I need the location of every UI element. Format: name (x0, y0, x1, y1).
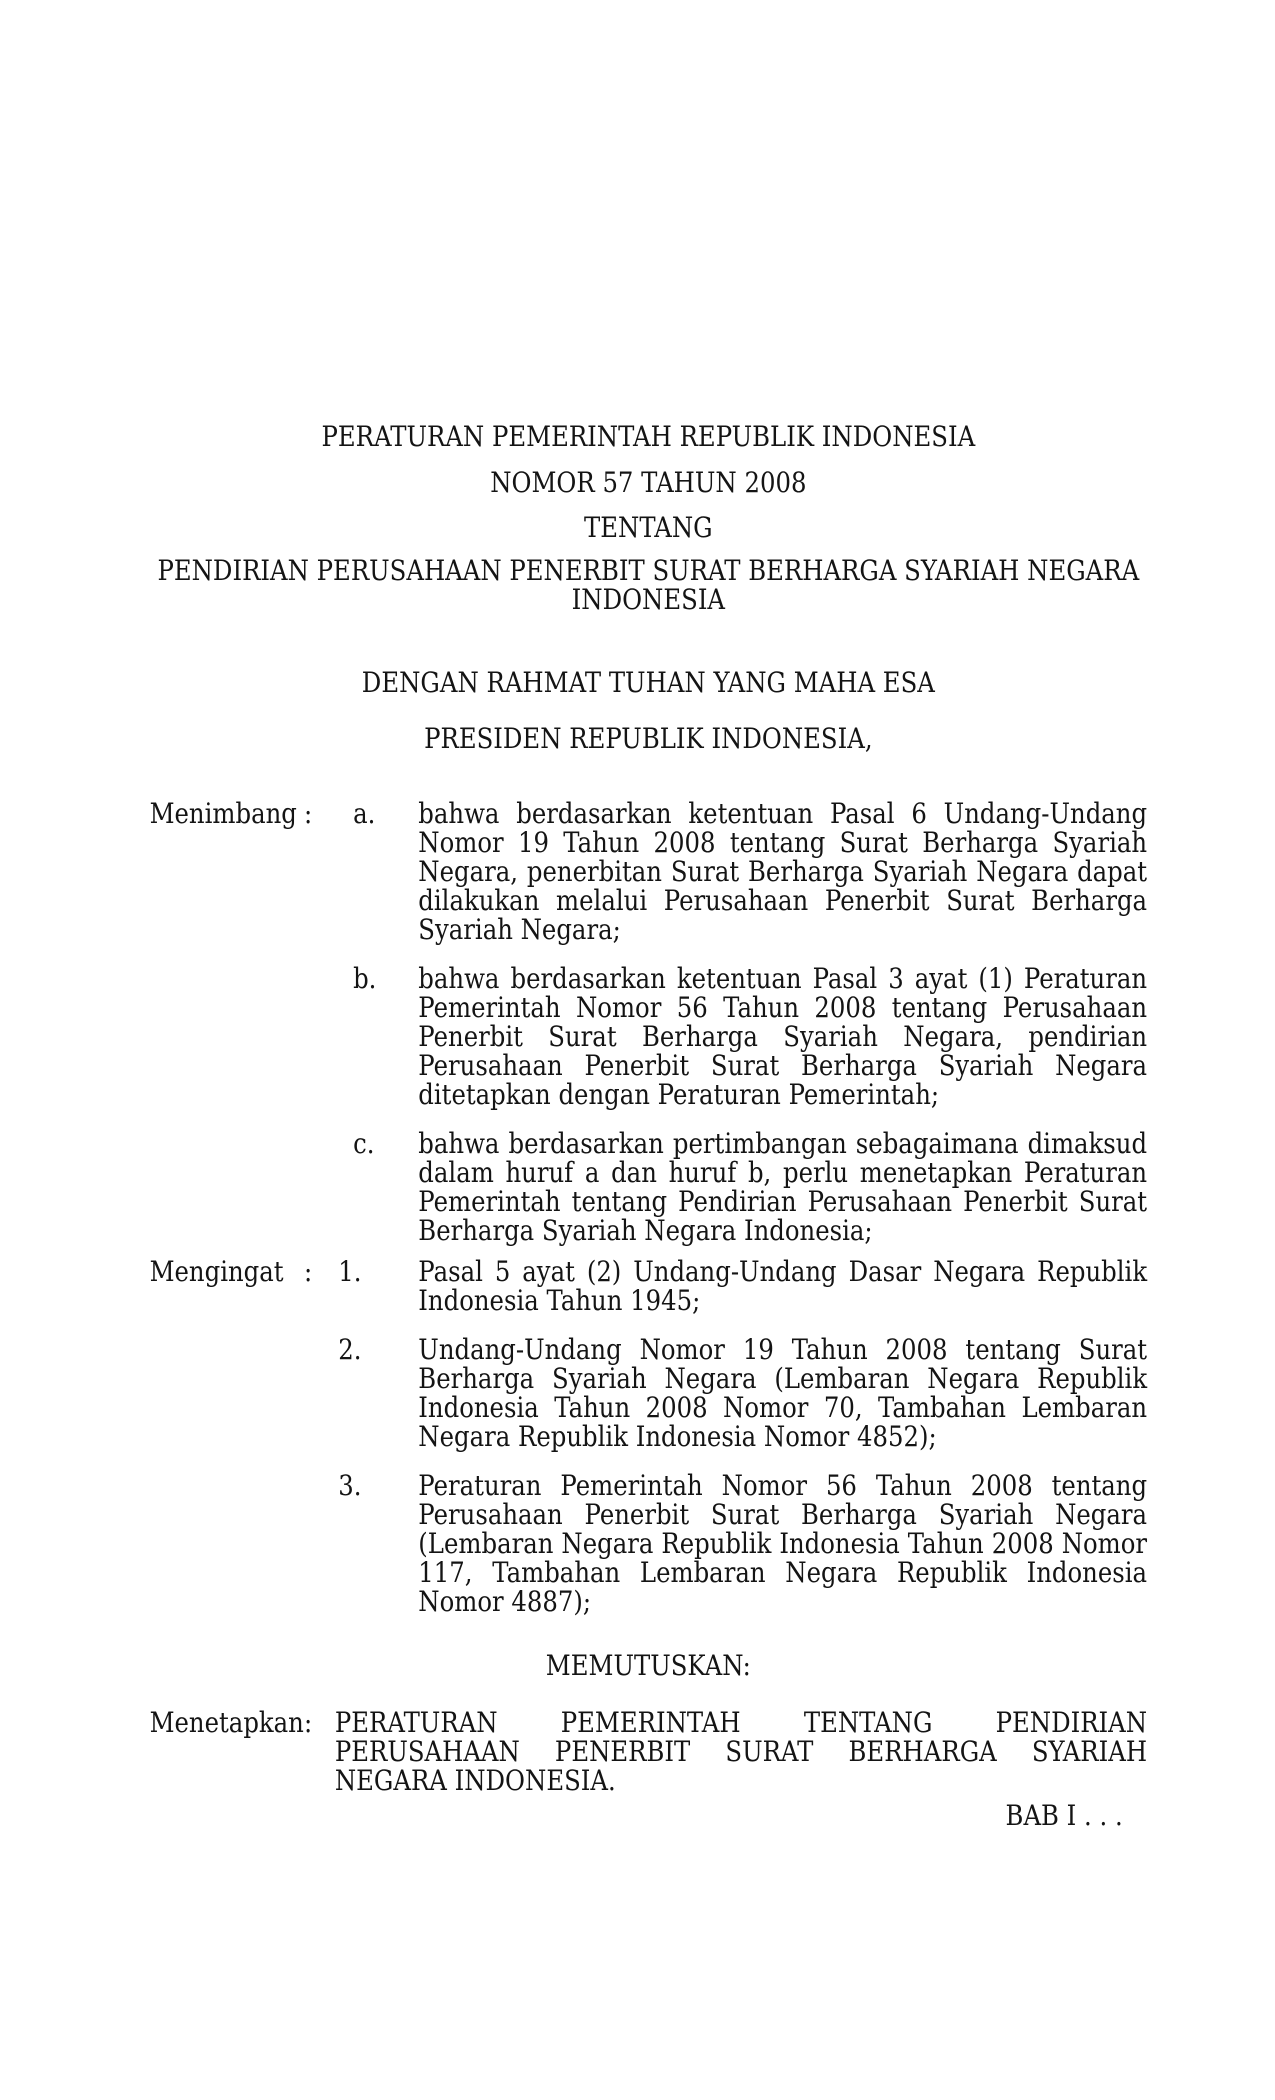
item-text: bahwa berdasarkan ketentuan Pasal 6 Undang-Undang Nomor 19 Tahun 2008 tentang Surat Berharga Syariah Negara, penerbitan Surat Berharga Syariah Negara dapat dilakukan melalui Perusahaan Penerbit Surat Berharga Syariah Negara; (418, 797, 1148, 946)
item-text: bahwa berdasarkan pertimbangan sebagaimana dimaksud dalam huruf a dan huruf b, perlu menetapkan Peraturan Pemerintah tentang Pendirian Perusahaan Penerbit Surat Berharga Syariah Negara Indonesia; (418, 1127, 1148, 1247)
doc-title-line-1: PERATURAN PEMERINTAH REPUBLIK INDONESIA (321, 420, 976, 453)
doc-title-subject: PENDIRIAN PERUSAHAAN PENERBIT SURAT BERHARGA SYARIAH NEGARA INDONESIA (157, 554, 1140, 616)
item-marker: 3. (338, 1469, 362, 1502)
item-text: Peraturan Pemerintah Nomor 56 Tahun 2008 tentang Perusahaan Penerbit Surat Berharga Syariah Negara (Lembaran Negara Republik Indonesia Tahun 2008 Nomor 117, Tambahan Lembaran Negara Republik Indonesia Nomor 4887); (418, 1469, 1148, 1618)
enacting-label (150, 1708, 335, 1795)
recalling-item-3 (335, 1471, 1147, 1616)
recalling-label-colon: : (304, 1255, 313, 1288)
considering-item-b (335, 964, 1147, 1109)
considering-label-colon: : (304, 797, 313, 830)
item-marker: 1. (338, 1255, 362, 1288)
decision-heading: MEMUTUSKAN: (545, 1649, 751, 1682)
doc-title-number: NOMOR 57 TAHUN 2008 (490, 466, 807, 499)
enacting-label-colon: : (304, 1706, 313, 1739)
considering-item-c (335, 1129, 1147, 1245)
considering-item-a (335, 799, 1147, 944)
considering-items (335, 799, 1147, 1245)
issuer-line: PRESIDEN REPUBLIK INDONESIA, (424, 722, 873, 755)
considering-section (150, 799, 1148, 1245)
recalling-item-2 (335, 1335, 1147, 1451)
item-text: Undang-Undang Nomor 19 Tahun 2008 tentang Surat Berharga Syariah Negara (Lembaran Negara Republik Indonesia Tahun 2008 Nomor 70, Tambahan Lembaran Negara Republik Indonesia Nomor 4852); (418, 1333, 1148, 1453)
doc-title-tentang: TENTANG (584, 511, 713, 544)
item-marker: b. (353, 962, 377, 995)
item-marker: a. (353, 797, 376, 830)
recalling-label-word: Mengingat (149, 1255, 284, 1288)
item-marker: 2. (338, 1333, 362, 1366)
recalling-label (150, 1257, 335, 1616)
recalling-section (150, 1257, 1148, 1616)
invocation-line: DENGAN RAHMAT TUHAN YANG MAHA ESA (361, 666, 935, 699)
recalling-item-1 (335, 1257, 1147, 1315)
recalling-items (335, 1257, 1147, 1616)
considering-label (150, 799, 335, 1245)
enacting-text: PERATURAN PEMERINTAH TENTANG PENDIRIAN PERUSAHAAN PENERBIT SURAT BERHARGA SYARIAH NEGARA INDONESIA. (334, 1706, 1148, 1797)
item-marker: c. (353, 1127, 375, 1160)
item-text: bahwa berdasarkan ketentuan Pasal 3 ayat (1) Peraturan Pemerintah Nomor 56 Tahun 2008 tentang Perusahaan Penerbit Surat Berharga Syariah Negara, pendirian Perusahaan Penerbit Surat Berharga Syariah Negara ditetapkan dengan Peraturan Pemerintah; (418, 962, 1148, 1111)
considering-label-word: Menimbang (149, 797, 297, 830)
item-text: Pasal 5 ayat (2) Undang-Undang Dasar Negara Republik Indonesia Tahun 1945; (418, 1255, 1148, 1317)
catchword: BAB I . . . (1005, 1799, 1123, 1832)
enacting-section (150, 1708, 1148, 1795)
enacting-label-word: Menetapkan (149, 1706, 304, 1739)
